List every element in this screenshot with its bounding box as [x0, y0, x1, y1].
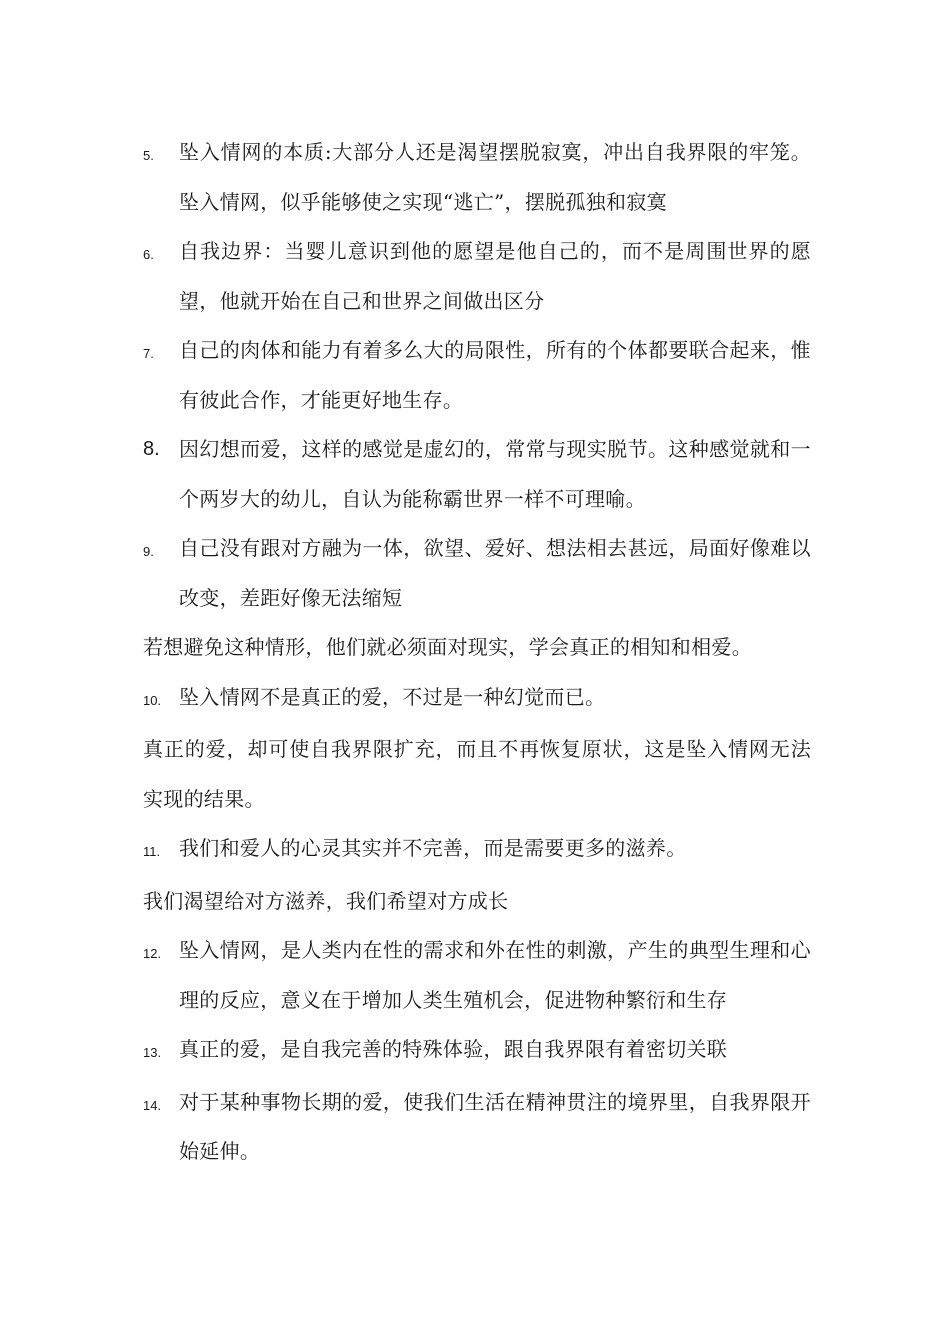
list-number: 6. [143, 247, 154, 262]
body-paragraph: 真正的爱，却可使自我界限扩充，而且不再恢复原状，这是坠入情网无法实现的结果。 [143, 737, 811, 811]
list-number: 7. [143, 346, 154, 361]
list-item [143, 1025, 811, 1078]
body-paragraph: 若想避免这种情形，他们就必须面对现实，学会真正的相知和相爱。 [143, 635, 752, 659]
list-item [143, 425, 811, 524]
list-text: 对于某种事物长期的爱，使我们生活在精神贯注的境界里，自我界限开始延伸。 [179, 1089, 811, 1163]
list-item [143, 1078, 811, 1177]
list-item [143, 524, 811, 623]
list-number: 5. [143, 148, 154, 163]
list-text: 自我边界：当婴儿意识到他的愿望是他自己的，而不是周围世界的愿望，他就开始在自己和世界之间做出区分 [179, 239, 811, 313]
body-paragraph: 我们渴望给对方滋养，我们希望对方成长 [143, 888, 509, 913]
list-number: 10. [143, 692, 162, 708]
list-item [143, 128, 811, 227]
list-number: 12. [143, 946, 162, 961]
list-item [143, 227, 811, 326]
list-text: 自己的肉体和能力有着多么大的局限性，所有的个体都要联合起来，惟有彼此合作，才能更好地生存。 [179, 338, 811, 412]
list-item [143, 824, 811, 877]
list-text: 坠入情网不是真正的爱，不过是一种幻觉而已。 [179, 684, 606, 709]
list-number: 13. [143, 1045, 162, 1060]
list-item [143, 673, 811, 726]
list-number: 8. [143, 438, 160, 460]
document-body [143, 128, 811, 1177]
list-text: 真正的爱，是自我完善的特殊体验，跟自我界限有着密切关联 [179, 1037, 728, 1061]
list-number: 14. [143, 1097, 162, 1113]
list-text: 坠入情网，是人类内在性的需求和外在性的刺激，产生的典型生理和心理的反应，意义在于增加人类生殖机会，促进物种繁衍和生存 [179, 938, 811, 1012]
list-number: 11. [143, 844, 161, 859]
list-text: 坠入情网的本质:大部分人还是渴望摆脱寂寞，冲出自我界限的牢笼。坠入情网，似乎能够使之实现“逃亡”，摆脱孤独和寂寞 [179, 140, 811, 214]
list-item [143, 326, 811, 425]
list-text: 自己没有跟对方融为一体，欲望、爱好、想法相去甚远，局面好像难以改变，差距好像无法缩短 [179, 536, 811, 610]
list-number: 9. [143, 544, 154, 559]
list-text: 因幻想而爱，这样的感觉是虚幻的，常常与现实脱节。这种感觉就和一个两岁大的幼儿，自认为能称霸世界一样不可理喻。 [179, 437, 811, 511]
list-item [143, 926, 811, 1025]
list-text: 我们和爱人的心灵其实并不完善，而是需要更多的滋养。 [179, 836, 687, 860]
